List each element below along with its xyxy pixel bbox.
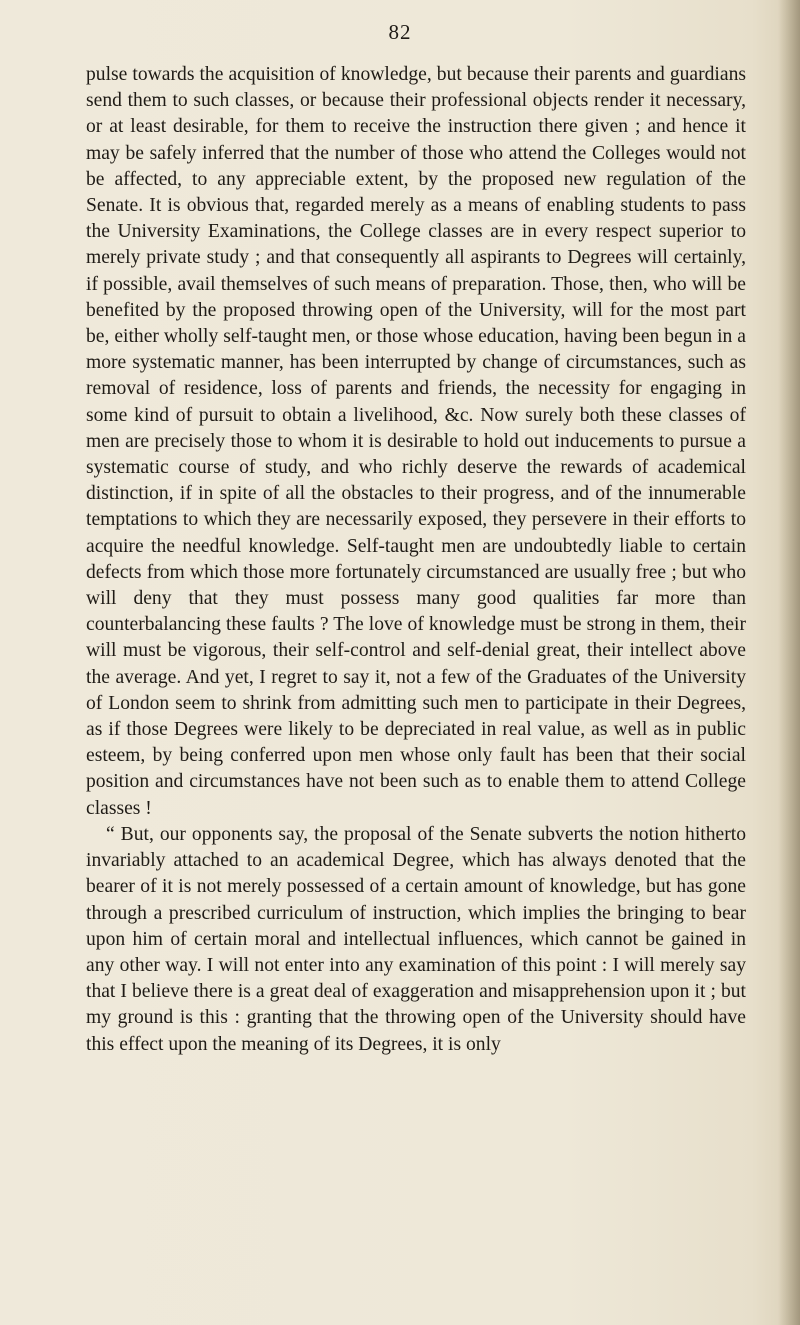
paragraph-continuation: pulse towards the acquisition of knowledge, but because their parents and guardians send them to such classes, or because their professional objects render it necessary, or at least desirable, for them to receive the instruction there given ; and hence it may be safely inferred that the number of those who attend the Colleges would not be affected, to any appreciable extent, by the proposed new regulation of the Senate. It is obvious that, regarded merely as a means of enabling students to pass the University Examinations, the College classes are in every respect superior to merely private study ; and that consequently all aspirants to Degrees will certainly, if possible, avail themselves of such means of preparation. Those, then, who will be benefited by the proposed throwing open of the University, will for the most part be, either wholly self-taught men, or those whose education, having been begun in a more systematic manner, has been interrupted by change of circumstances, such as removal of residence, loss of parents and friends, the necessity for engaging in some kind of pursuit to obtain a livelihood, &c. Now surely both these classes of men are precisely those to whom it is desirable to hold out inducements to pursue a systematic course of study, and who richly deserve the rewards of academical distinction, if in spite of all the obstacles to their progress, and of the innumerable temptations to which they are necessarily exposed, they persevere in their efforts to acquire the needful knowledge. Self-taught men are undoubtedly liable to certain defects from which those more fortunately circumstanced are usually free ; but who will deny that they must possess many good qualities far more than counterbalancing these faults ? The love of knowledge must be strong in them, their will must be vigorous, their self-control and self-denial great, their intellect above the average. And yet, I regret to say it, not a few of the Graduates of the University of London seem to shrink from admitting such men to participate in their Degrees, as if those Degrees were likely to be depreciated in real value, as well as in public esteem, by being conferred upon men whose only fault has been that their social position and circumstances have not been such as to enable them to attend College classes ! [86,64,746,819]
body-text [86,62,746,1058]
page-edge-shadow [778,0,800,1325]
paragraph-quotation: “ But, our opponents say, the proposal of the Senate subverts the notion hitherto invariably attached to an academical Degree, which has always denoted that the bearer of it is not merely possessed of a certain amount of knowledge, but has gone through a prescribed curriculum of instruction, which implies the bringing to bear upon him of certain moral and intellectual influences, which cannot be gained in any other way. I will not enter into any examination of this point : I will merely say that I believe there is a great deal of exaggeration and misapprehension upon it ; but my ground is this : granting that the throwing open of the University should have this effect upon the meaning of its Degrees, it is only [86,823,746,1055]
page-number: 82 [388,20,412,44]
